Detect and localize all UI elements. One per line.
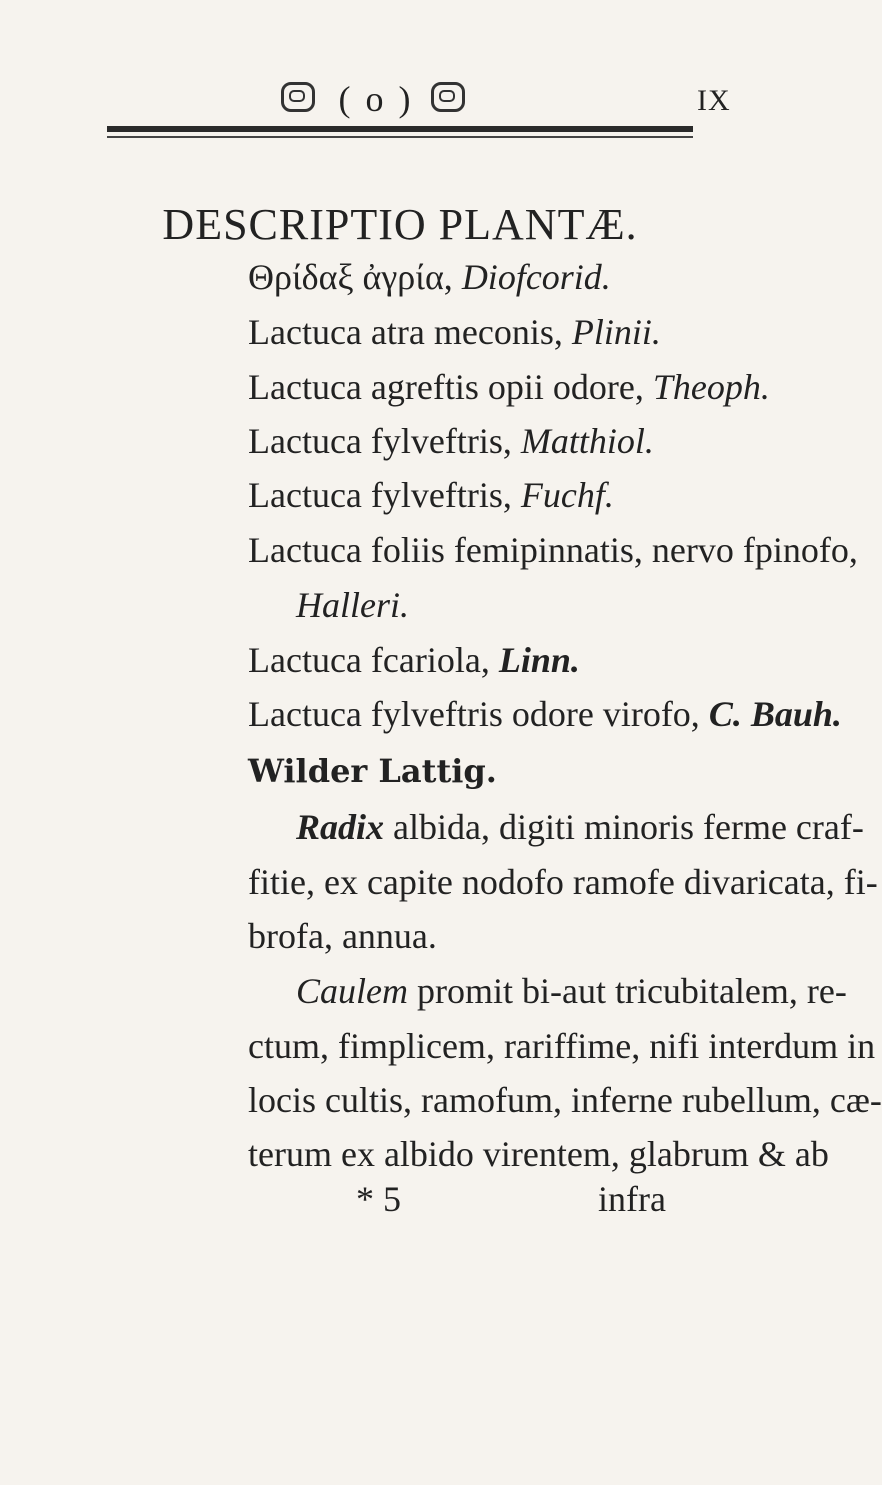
synonym-name: Lactuca foliis femipinnatis, nervo fpinofo,	[248, 530, 858, 570]
synonym-author: Linn.	[498, 640, 580, 680]
header-rule-thin	[107, 136, 693, 138]
head-ornament-left-icon	[281, 82, 315, 112]
radix-line: brofa, annua.	[248, 916, 437, 956]
caulis-line	[296, 973, 847, 1009]
synonym-author: Matthiol.	[520, 421, 654, 461]
synonym-author: Plinii.	[571, 312, 661, 352]
synonym-line	[248, 314, 661, 350]
radix-label: Radix	[296, 807, 385, 847]
radix-line: fitie, ex capite nodofo ramofe divaricata, fi-	[248, 862, 878, 902]
synonym-line	[248, 642, 580, 678]
radix-line	[296, 809, 864, 845]
caulis-line: locis cultis, ramofum, inferne rubellum, cæ-	[248, 1080, 882, 1120]
synonym-name: Lactuca atra meconis,	[248, 312, 563, 352]
synonym-line	[248, 369, 770, 405]
synonym-name: Lactuca fcariola,	[248, 640, 490, 680]
synonym-name: Lactuca fylveftris,	[248, 421, 512, 461]
caulis-label: Caulem	[296, 971, 408, 1011]
synonym-author: Halleri.	[296, 585, 409, 625]
synonym-name: Lactuca fylveftris,	[248, 475, 512, 515]
page-title: DESCRIPTIO PLANTÆ.	[162, 200, 638, 249]
synonym-line	[248, 477, 614, 513]
page-number: IX	[697, 84, 731, 117]
caulis-text: promit bi-aut tricubitalem, re-	[408, 971, 847, 1011]
synonym-name: Θρίδαξ ἀγρία,	[248, 257, 453, 297]
synonym-author: C. Bauh.	[708, 694, 842, 734]
header-rule	[107, 126, 693, 132]
vernacular-name: Wilder Lattig.	[248, 752, 497, 790]
caulis-line: ctum, fimplicem, rariffime, nifi interdum in	[248, 1026, 876, 1066]
caulis-line: terum ex albido virentem, glabrum & ab	[248, 1134, 829, 1174]
signature-mark: * 5	[356, 1179, 401, 1219]
head-mark: ( o )	[338, 79, 414, 119]
radix-text: albida, digiti minoris ferme craf-	[384, 807, 864, 847]
synonym-name: Lactuca fylveftris odore virofo,	[248, 694, 700, 734]
catchword: infra	[598, 1179, 666, 1219]
synonym-line	[296, 587, 409, 623]
synonym-name: Lactuca agreftis opii odore,	[248, 367, 644, 407]
synonym-line	[248, 259, 611, 295]
head-ornament-right-icon	[431, 82, 465, 112]
synonym-author: Fuchf.	[520, 475, 614, 515]
synonym-author: Theoph.	[652, 367, 770, 407]
synonym-line	[248, 423, 654, 459]
synonym-line	[248, 532, 858, 568]
synonym-author: Diofcorid.	[461, 257, 611, 297]
synonym-line	[248, 696, 842, 732]
